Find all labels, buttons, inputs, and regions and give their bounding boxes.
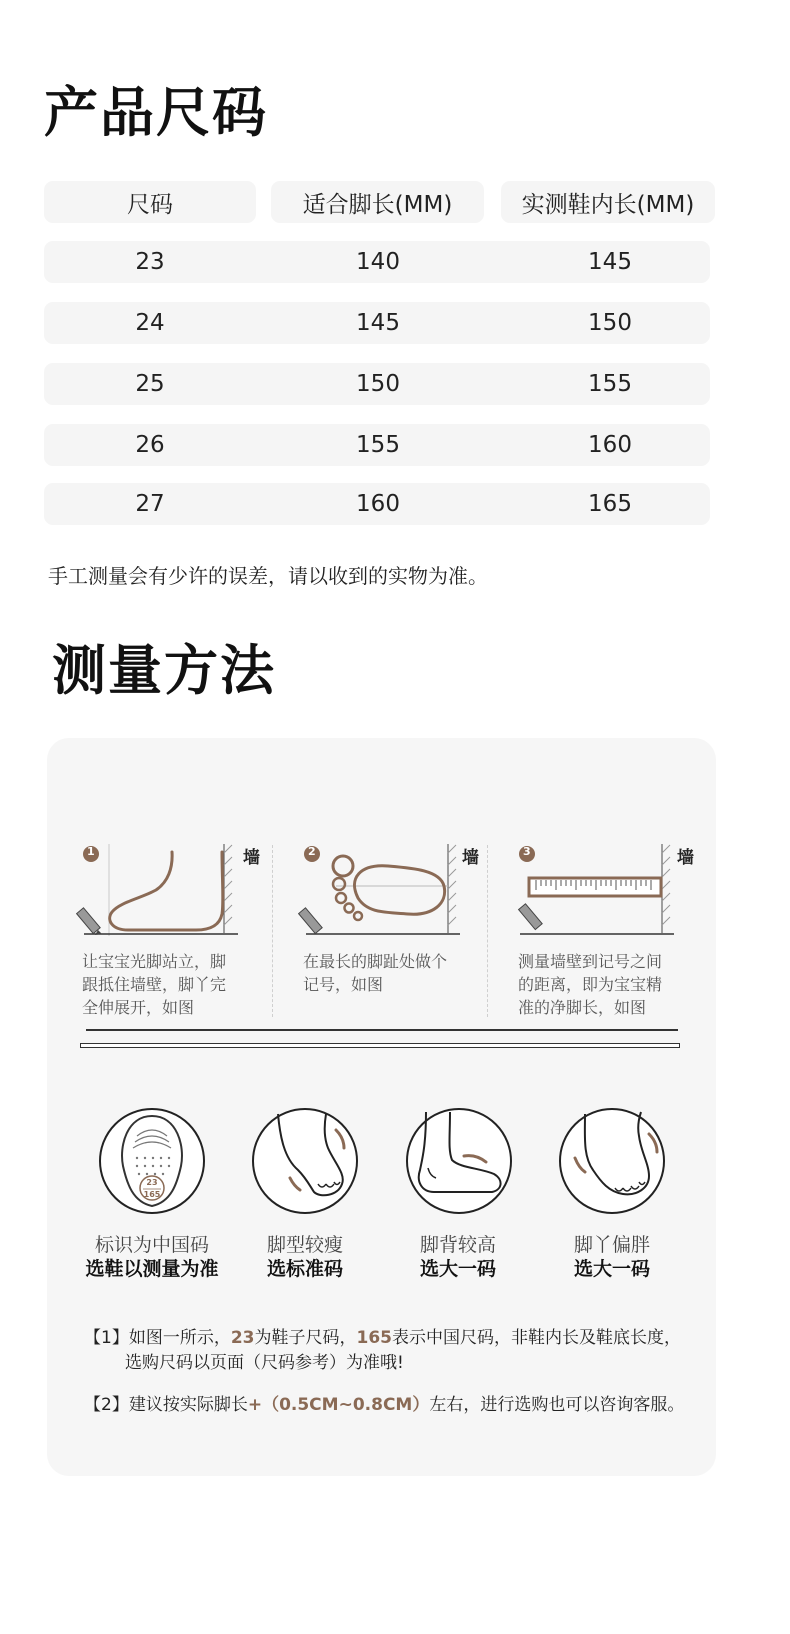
high-instep-foot-icon <box>404 1106 514 1216</box>
size-section-title: 产品尺码 <box>44 81 268 144</box>
tip1-advice: 选鞋以测量为准 <box>85 1258 219 1280</box>
slim-foot-icon <box>250 1106 360 1216</box>
table-cell-foot: 160 <box>356 491 400 517</box>
tip3-label: 脚背较高 <box>419 1234 497 1256</box>
step3-text-line: 测量墙壁到记号之间 <box>518 952 663 971</box>
table-cell-foot: 150 <box>356 371 400 397</box>
table-cell-foot: 140 <box>356 249 400 275</box>
wall-label: 墙 <box>243 848 260 868</box>
step-separator <box>487 845 488 1017</box>
table-cell-size: 23 <box>135 249 165 275</box>
note-1-mid2: 表示中国尺码，非鞋内长及鞋底长度， <box>392 1328 681 1348</box>
insole-icon <box>97 1106 207 1216</box>
table-cell-foot: 145 <box>356 310 400 336</box>
step1-number: 1 <box>87 845 95 858</box>
step3-text-line: 的距离，即为宝宝精 <box>518 975 663 994</box>
table-cell-foot: 155 <box>356 432 400 458</box>
step3-number: 3 <box>523 845 531 858</box>
table-cell-size: 24 <box>135 310 165 336</box>
table-header-foot-length: 适合脚长(MM) <box>271 181 484 223</box>
step2-text <box>303 950 473 996</box>
step2-text-line: 在最长的脚趾处做个 <box>303 952 448 971</box>
step1-text-line: 全伸展开，如图 <box>82 998 195 1017</box>
table-cell-size: 27 <box>135 491 165 517</box>
step2-foot-illustration <box>298 838 468 938</box>
step1-text-line: 让宝宝光脚站立，脚 <box>82 952 227 971</box>
step1-foot-illustration <box>76 838 246 938</box>
tip4-advice: 选大一码 <box>573 1258 651 1280</box>
step3-text <box>518 950 688 1019</box>
step3-ruler-illustration <box>512 838 682 938</box>
table-cell-inner: 160 <box>588 432 632 458</box>
note-1-line2: 选购尺码以页面（尺码参考）为准哦! <box>125 1353 404 1373</box>
wide-foot-icon <box>557 1106 667 1216</box>
divider-line <box>86 1029 678 1031</box>
tip3-advice: 选大一码 <box>419 1258 497 1280</box>
note-1-line1 <box>84 1325 681 1351</box>
divider-bar <box>80 1043 680 1048</box>
tip4-label: 脚丫偏胖 <box>573 1234 651 1256</box>
note-2-suffix: 左右，进行选购也可以咨询客服。 <box>429 1395 685 1415</box>
table-cell-inner: 155 <box>588 371 632 397</box>
table-cell-size: 26 <box>135 432 165 458</box>
step-separator <box>272 845 273 1017</box>
tip2-advice: 选标准码 <box>266 1258 344 1280</box>
wall-label: 墙 <box>462 848 479 868</box>
note-2-prefix: 【2】建议按实际脚长 <box>84 1395 248 1415</box>
table-header-size: 尺码 <box>44 181 256 223</box>
note-1-cn-code: 165 <box>356 1328 392 1348</box>
note-2-highlight: +（0.5CM~0.8CM） <box>247 1395 430 1415</box>
table-cell-inner: 150 <box>588 310 632 336</box>
step2-number: 2 <box>308 845 316 858</box>
tip2-label: 脚型较瘦 <box>266 1234 344 1256</box>
table-header-inner-length: 实测鞋内长(MM) <box>501 181 715 223</box>
note-1-mid1: 为鞋子尺码， <box>254 1328 357 1348</box>
note-1-prefix: 【1】如图一所示， <box>84 1328 231 1348</box>
insole-cn-code: 165 <box>143 1190 161 1199</box>
step1-text-line: 跟抵住墙壁，脚丫完 <box>82 975 227 994</box>
measurement-note: 手工测量会有少许的误差，请以收到的实物为准。 <box>48 564 488 588</box>
tip1-label: 标识为中国码 <box>94 1234 210 1256</box>
method-section-title: 测量方法 <box>52 639 276 702</box>
table-cell-inner: 165 <box>588 491 632 517</box>
step1-text <box>82 950 252 1019</box>
step3-text-line: 准的净脚长，如图 <box>518 998 647 1017</box>
note-2 <box>84 1392 684 1418</box>
table-cell-size: 25 <box>135 371 165 397</box>
wall-label: 墙 <box>677 848 694 868</box>
table-cell-inner: 145 <box>588 249 632 275</box>
step2-text-line: 记号，如图 <box>303 975 384 994</box>
note-1-size-code: 23 <box>230 1328 255 1348</box>
insole-size-code: 23 <box>146 1178 158 1187</box>
